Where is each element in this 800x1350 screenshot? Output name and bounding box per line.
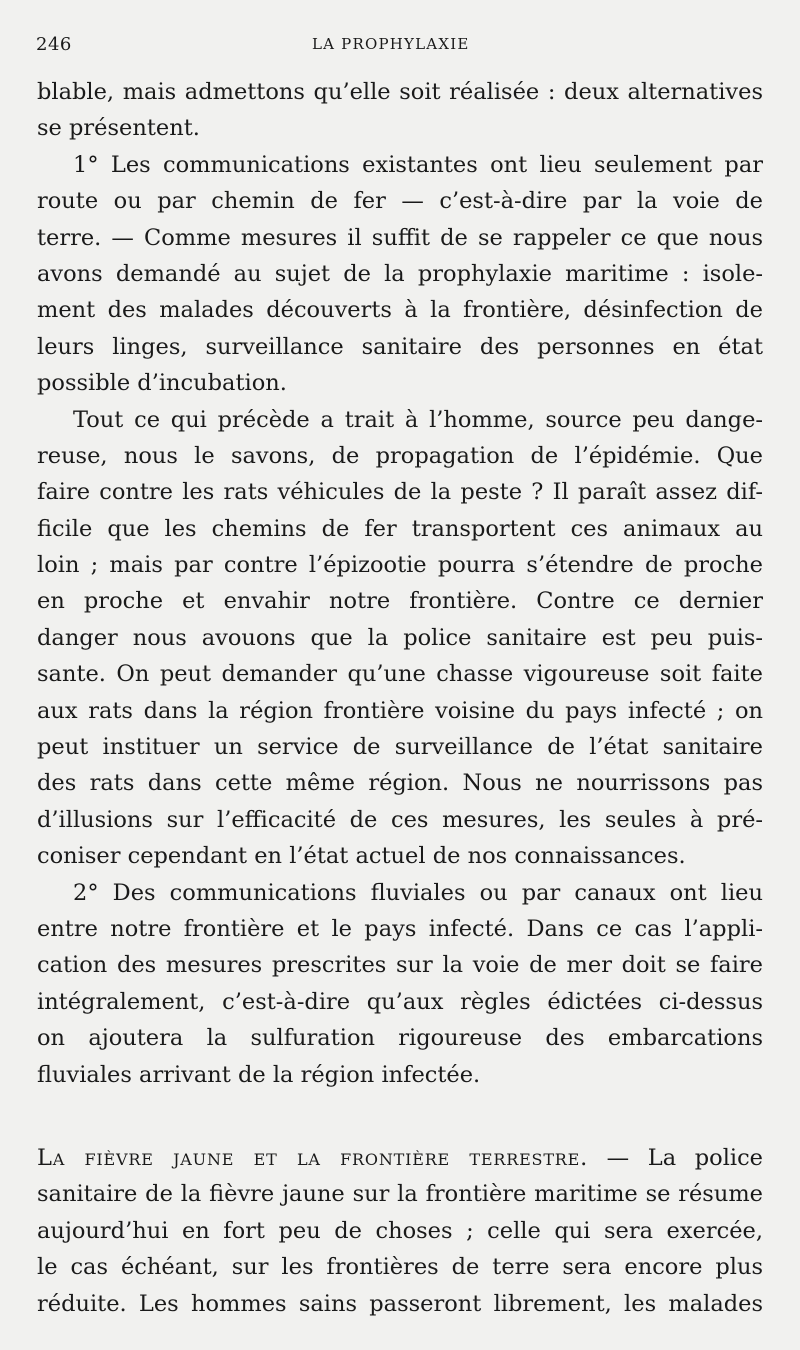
section-first-line-text: — La police xyxy=(588,1145,763,1171)
page-header xyxy=(36,30,762,58)
text-line: leurs linges, surveillance sanitaire des personnes en état xyxy=(37,333,763,360)
text-line: avons demandé au sujet de la prophylaxie maritime : isole- xyxy=(37,260,763,287)
text-line: coniser cependant en l’état actuel de nos connaissances. xyxy=(37,843,686,870)
text-line: 1° Les communications existantes ont lieu seulement par xyxy=(73,151,763,178)
text-line: le cas échéant, sur les frontières de terre sera encore plus xyxy=(37,1254,763,1281)
text-line: ment des malades découverts à la frontière, désinfection de xyxy=(37,297,763,324)
text-line: réduite. Les hommes sains passeront librement, les malades xyxy=(37,1290,763,1317)
text-line: ficile que les chemins de fer transportent ces animaux au xyxy=(37,515,763,542)
page-number: 246 xyxy=(36,34,72,55)
text-line: aujourd’hui en fort peu de choses ; celle qui sera exercée, xyxy=(37,1217,763,1244)
text-line: sante. On peut demander qu’une chasse vigoureuse soit faite xyxy=(37,661,763,688)
text-line: entre notre frontière et le pays infecté. Dans ce cas l’appli- xyxy=(37,915,763,942)
text-line: peut instituer un service de surveillance de l’état sanitaire xyxy=(37,734,763,761)
text-line: danger nous avouons que la police sanitaire est peu puis- xyxy=(37,624,763,651)
text-line: route ou par chemin de fer — c’est-à-dire par la voie de xyxy=(37,188,763,215)
text-line: se présentent. xyxy=(37,115,200,142)
text-line: d’illusions sur l’efficacité de ces mesures, les seules à pré- xyxy=(37,806,763,833)
text-line: loin ; mais par contre l’épizootie pourra s’étendre de proche xyxy=(37,552,763,579)
text-line: sanitaire de la fièvre jaune sur la frontière maritime se résume xyxy=(37,1181,763,1208)
text-line: 2° Des communications fluviales ou par canaux ont lieu xyxy=(73,879,763,906)
section-first-line xyxy=(37,1140,763,1176)
text-line: en proche et envahir notre frontière. Contre ce dernier xyxy=(37,588,763,615)
text-line: on ajoutera la sulfuration rigoureuse des embarcations xyxy=(37,1025,763,1052)
text-line: possible d’incubation. xyxy=(37,370,287,397)
text-line: fluviales arrivant de la région infectée. xyxy=(37,1061,481,1088)
section-heading: La fièvre jaune et la frontière terrestre. xyxy=(37,1145,589,1171)
running-head: LA PROPHYLAXIE xyxy=(312,35,470,53)
text-line: aux rats dans la région frontière voisine du pays infecté ; on xyxy=(37,697,763,724)
section-text xyxy=(37,1140,763,1322)
text-line: cation des mesures prescrites sur la voie de mer doit se faire xyxy=(37,952,763,979)
text-line: des rats dans cette même région. Nous ne nourrissons pas xyxy=(37,770,763,797)
text-line: faire contre les rats véhicules de la peste ? Il paraît assez dif- xyxy=(37,479,763,506)
text-line: reuse, nous le savons, de propagation de l’épidémie. Que xyxy=(37,442,763,469)
text-line: blable, mais admettons qu’elle soit réalisée : deux alternatives xyxy=(37,79,763,105)
text-line: intégralement, c’est-à-dire qu’aux règles édictées ci-dessus xyxy=(37,988,763,1015)
text-line: Tout ce qui précède a trait à l’homme, source peu dange- xyxy=(73,406,763,433)
text-line: terre. — Comme mesures il suffit de se rappeler ce que nous xyxy=(37,224,763,251)
main-text xyxy=(37,74,763,1093)
